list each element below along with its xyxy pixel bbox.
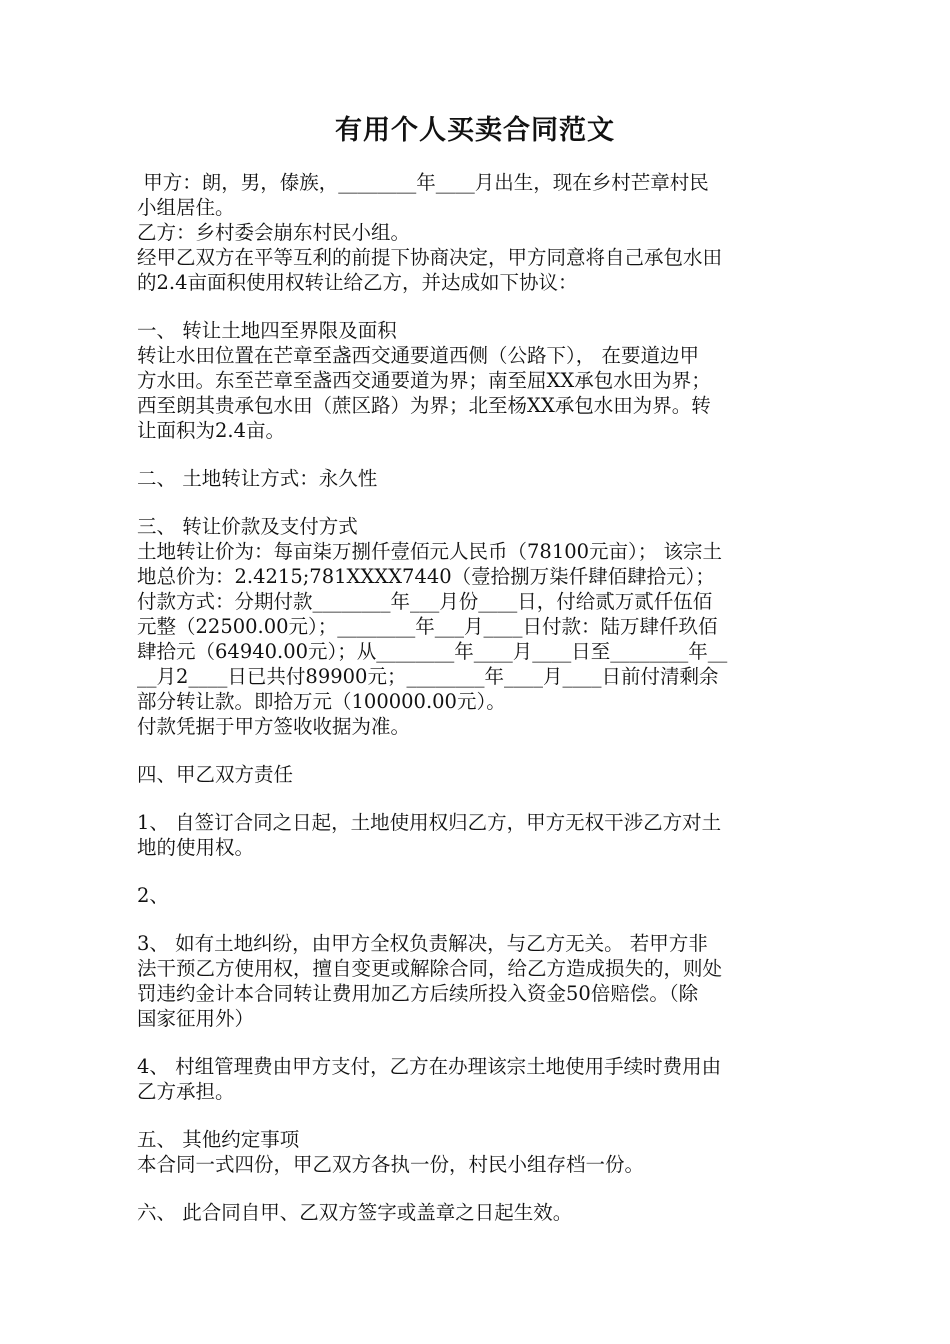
- text-line: 四、甲乙双方责任: [137, 763, 294, 786]
- text-line: 部分转让款。即拾万元（100000.00元）。: [137, 690, 506, 713]
- blank-line: [137, 787, 822, 810]
- text-line: 经甲乙双方在平等互利的前提下协商决定，甲方同意将自己承包水田: [137, 246, 723, 269]
- text-line: 地总价为：2.4215;781XXXX7440（壹拾捌万柒仟肆佰肆拾元）；: [137, 565, 715, 588]
- text-line: 甲方：朗，男，傣族，________年____月出生，现在乡村芒章村民: [137, 171, 709, 194]
- text-line: 三、 转让价款及支付方式: [137, 515, 358, 538]
- text-line: 转让水田位置在芒章至盏西交通要道西侧（公路下）， 在要道边甲: [137, 344, 699, 367]
- text-line: 元整（22500.00元）；________年___月____日付款：陆万肆仟玖佰: [137, 615, 718, 638]
- text-line: 3、 如有土地纠纷，由甲方全权负责解决，与乙方无关。 若甲方非: [137, 932, 708, 955]
- text-line: 乙方承担。: [137, 1080, 235, 1103]
- text-line: 国家征用外）: [137, 1007, 255, 1030]
- text-line: 西至朗其贵承包水田（蔗区路）为界；北至杨XX承包水田为界。转: [137, 394, 711, 417]
- text-line: 付款凭据于甲方签收收据为准。: [137, 715, 411, 738]
- text-line: 肆拾元（64940.00元）；从________年____月____日至________年__: [137, 640, 728, 663]
- text-line: 法干预乙方使用权，擅自变更或解除合同，给乙方造成损失的，则处: [137, 957, 723, 980]
- text-line: 乙方：乡村委会崩东村民小组。: [137, 221, 411, 244]
- blank-line: [137, 1031, 822, 1054]
- blank-line: [137, 860, 822, 883]
- text-line: 一、 转让土地四至界限及面积: [137, 319, 397, 342]
- text-line: 本合同一式四份，甲乙双方各执一份，村民小组存档一份。: [137, 1153, 645, 1176]
- blank-line: [137, 1104, 822, 1127]
- text-line: 土地转让价为：每亩柒万捌仟壹佰元人民币（78100元亩）； 该宗土: [137, 540, 722, 563]
- text-line: 小组居住。: [137, 196, 235, 219]
- blank-line: [137, 908, 822, 931]
- text-line: 五、 其他约定事项: [137, 1128, 300, 1151]
- text-line: 六、 此合同自甲、乙双方签字或盖章之日起生效。: [137, 1201, 573, 1224]
- text-line: 1、 自签订合同之日起，土地使用权归乙方，甲方无权干涉乙方对土: [137, 811, 722, 834]
- text-line: 二、 土地转让方式：永久性: [137, 467, 378, 490]
- text-line: 4、 村组管理费由甲方支付，乙方在办理该宗土地使用手续时费用由: [137, 1055, 722, 1078]
- document-body: [137, 170, 822, 1225]
- blank-line: [137, 739, 822, 762]
- blank-line: [137, 491, 822, 514]
- text-line: 方水田。东至芒章至盏西交通要道为界；南至屈XX承包水田为界；: [137, 369, 711, 392]
- blank-line: [137, 295, 822, 318]
- text-line: 地的使用权。: [137, 836, 255, 859]
- text-line: 让面积为2.4亩。: [137, 419, 286, 442]
- text-line: __月2____日已共付89900元；________年____月____日前付清剩余: [137, 665, 719, 688]
- text-line: 的2.4亩面积使用权转让给乙方，并达成如下协议：: [137, 271, 578, 294]
- blank-line: [137, 1177, 822, 1200]
- text-line: 罚违约金计本合同转让费用加乙方后续所投入资金50倍赔偿。（除: [137, 982, 699, 1005]
- text-line: 付款方式：分期付款________年___月份____日，付给贰万贰仟伍佰: [137, 590, 713, 613]
- document-title: 有用个人买卖合同范文: [335, 115, 615, 146]
- blank-line: [137, 443, 822, 466]
- text-line: 2、: [137, 884, 169, 907]
